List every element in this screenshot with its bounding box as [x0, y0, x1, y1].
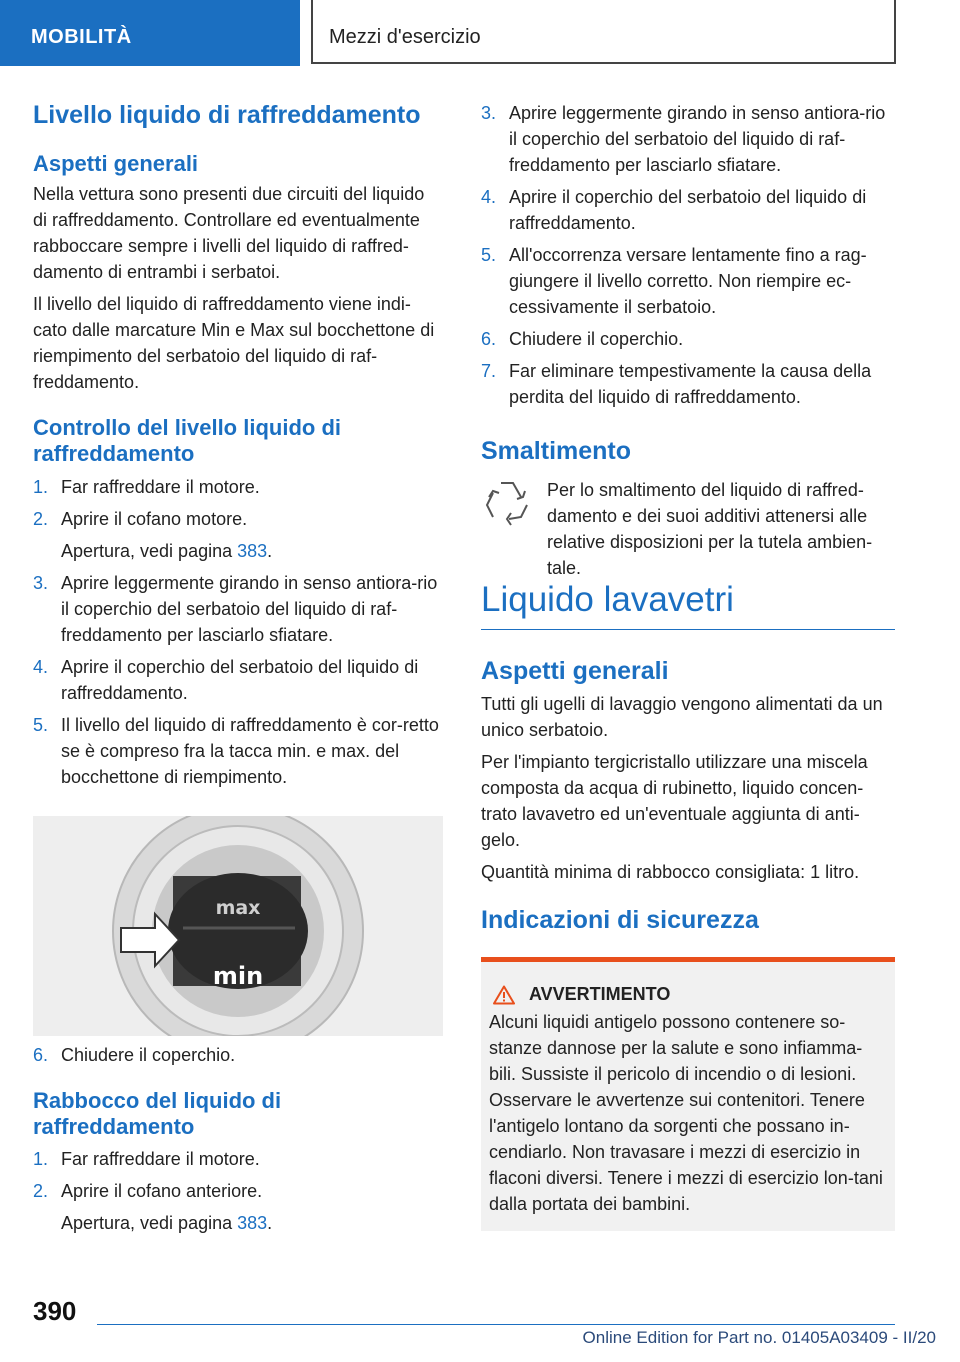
- washer-paragraph-1: Tutti gli ugelli di lavaggio vengono alimentati da un unico serbatoio.: [481, 693, 883, 740]
- general-heading: Aspetti generali: [33, 150, 199, 176]
- refill-heading: Rabbocco del liquido di raffreddamento: [33, 1087, 282, 1140]
- step-item: 2. Aprire il cofano anteriore.: [33, 1181, 263, 1202]
- step-item: 6. Chiudere il coperchio.: [481, 329, 684, 349]
- page-reference: Apertura, vedi pagina 383.: [61, 1213, 273, 1234]
- warning-box: [481, 957, 895, 1231]
- page-header: [0, 0, 960, 66]
- title-underline: [481, 629, 895, 630]
- step-item: 4. Aprire il coperchio del serbatoio del liquido di raffreddamento.: [33, 656, 419, 703]
- check-steps: [33, 474, 443, 790]
- disposal-text: Per lo smaltimento del liquido di raffred-damento e dei suoi additivi attenersi alle relative disposizioni per la tutela ambien-tale.: [547, 479, 873, 578]
- coolant-title: Livello liquido di raffreddamento: [33, 101, 421, 129]
- page-reference: Apertura, vedi pagina 383.: [61, 540, 273, 561]
- step-item: 5. Il livello del liquido di raffreddamento è cor-retto se è compreso fra la tacca min. e max. del bocchettone di riempimento.: [33, 714, 439, 787]
- coolant-cap-illustration: [33, 816, 443, 1036]
- step-item: 1. Far raffreddare il motore.: [33, 476, 260, 497]
- step-item: 1. Far raffreddare il motore.: [33, 1149, 260, 1170]
- warning-text: Alcuni liquidi antigelo possono contenere so-stanze dannose per la salute e sono infiamma-bili. Sussiste il pericolo di incendio o di lesioni. Osservare le avvertenze sui contenitori. Tenere l'antigelo lontano da sorgenti che possano in-cendiarlo. Non travasare i mezzi di esercizio in flaconi diversi. Tenere i mezzi di esercizio lon-tani dalla portata dei bambini.: [489, 1012, 883, 1214]
- step-item: 2. Aprire il cofano motore.: [33, 508, 248, 529]
- general-paragraph-1: Nella vettura sono presenti due circuiti del liquido di raffreddamento. Controllare ed eventualmente rabboccare sempre i livelli del liquido di raffred-damento di entrambi i serbatoi.: [33, 183, 425, 282]
- refill-steps-continued: [481, 100, 895, 410]
- refill-steps: [33, 1146, 443, 1236]
- washer-paragraph-3: Quantità minima di rabbocco consigliata: 1 litro.: [481, 861, 860, 882]
- step-item: 4. Aprire il coperchio del serbatoio del liquido di raffreddamento.: [481, 187, 867, 233]
- step-item: 6. Chiudere il coperchio.: [33, 1044, 236, 1065]
- warning-triangle-icon: [493, 985, 515, 1005]
- step-item: 3. Aprire leggermente girando in senso antiora-rio il coperchio del serbatoio del liquido di raf-freddamento per lasciarlo sfiatare.: [33, 572, 438, 645]
- left-column: [33, 100, 443, 1236]
- right-column: [481, 100, 895, 1231]
- general-paragraph-2: Il livello del liquido di raffreddamento viene indi-cato dalle marcature Min e Max sul bocchettone di riempimento del serbatoio del liquido di raf-freddamento.: [33, 293, 435, 392]
- coolant-cap-figure: [33, 816, 443, 1036]
- footer-rule: [97, 1324, 895, 1325]
- disposal-heading: Smaltimento: [481, 437, 632, 465]
- page-number: 390: [33, 1296, 77, 1326]
- safety-heading: Indicazioni di sicurezza: [481, 905, 759, 934]
- section-tab: MOBILITÀ: [0, 0, 300, 66]
- recycle-icon: [481, 477, 547, 581]
- washer-general-heading: Aspetti generali: [481, 657, 669, 685]
- warning-title: AVVERTIMENTO: [489, 984, 885, 1005]
- step-item: 7. Far eliminare tempestivamente la causa della perdita del liquido di raffreddamento.: [481, 361, 872, 407]
- step-item: 5. All'occorrenza versare lentamente fino a rag-giungere il livello corretto. Non riempire ec-cessivamente il serbatoio.: [481, 245, 867, 317]
- washer-paragraph-2: Per l'impianto tergicristallo utilizzare una miscela composta da acqua di rubinetto, liquido concen-trato lavavetro ed un'eventuale aggiunta di anti-gelo.: [481, 751, 868, 850]
- page-link[interactable]: 383: [237, 1213, 268, 1234]
- washer-title: Liquido lavavetri: [481, 579, 734, 619]
- min-marking: min: [212, 961, 264, 990]
- step-item: 3. Aprire leggermente girando in senso antiora-rio il coperchio del serbatoio del liquido di raf-freddamento per lasciarlo sfiatare.: [481, 103, 886, 175]
- edition-note: Online Edition for Part no. 01405A03409 - II/20: [582, 1328, 936, 1347]
- chapter-title: Mezzi d'esercizio: [311, 0, 896, 64]
- max-marking: max: [215, 896, 261, 919]
- page-link[interactable]: 383: [237, 540, 268, 561]
- disposal-block: [481, 477, 895, 581]
- check-heading: Controllo del livello liquido di raffreddamento: [33, 414, 341, 467]
